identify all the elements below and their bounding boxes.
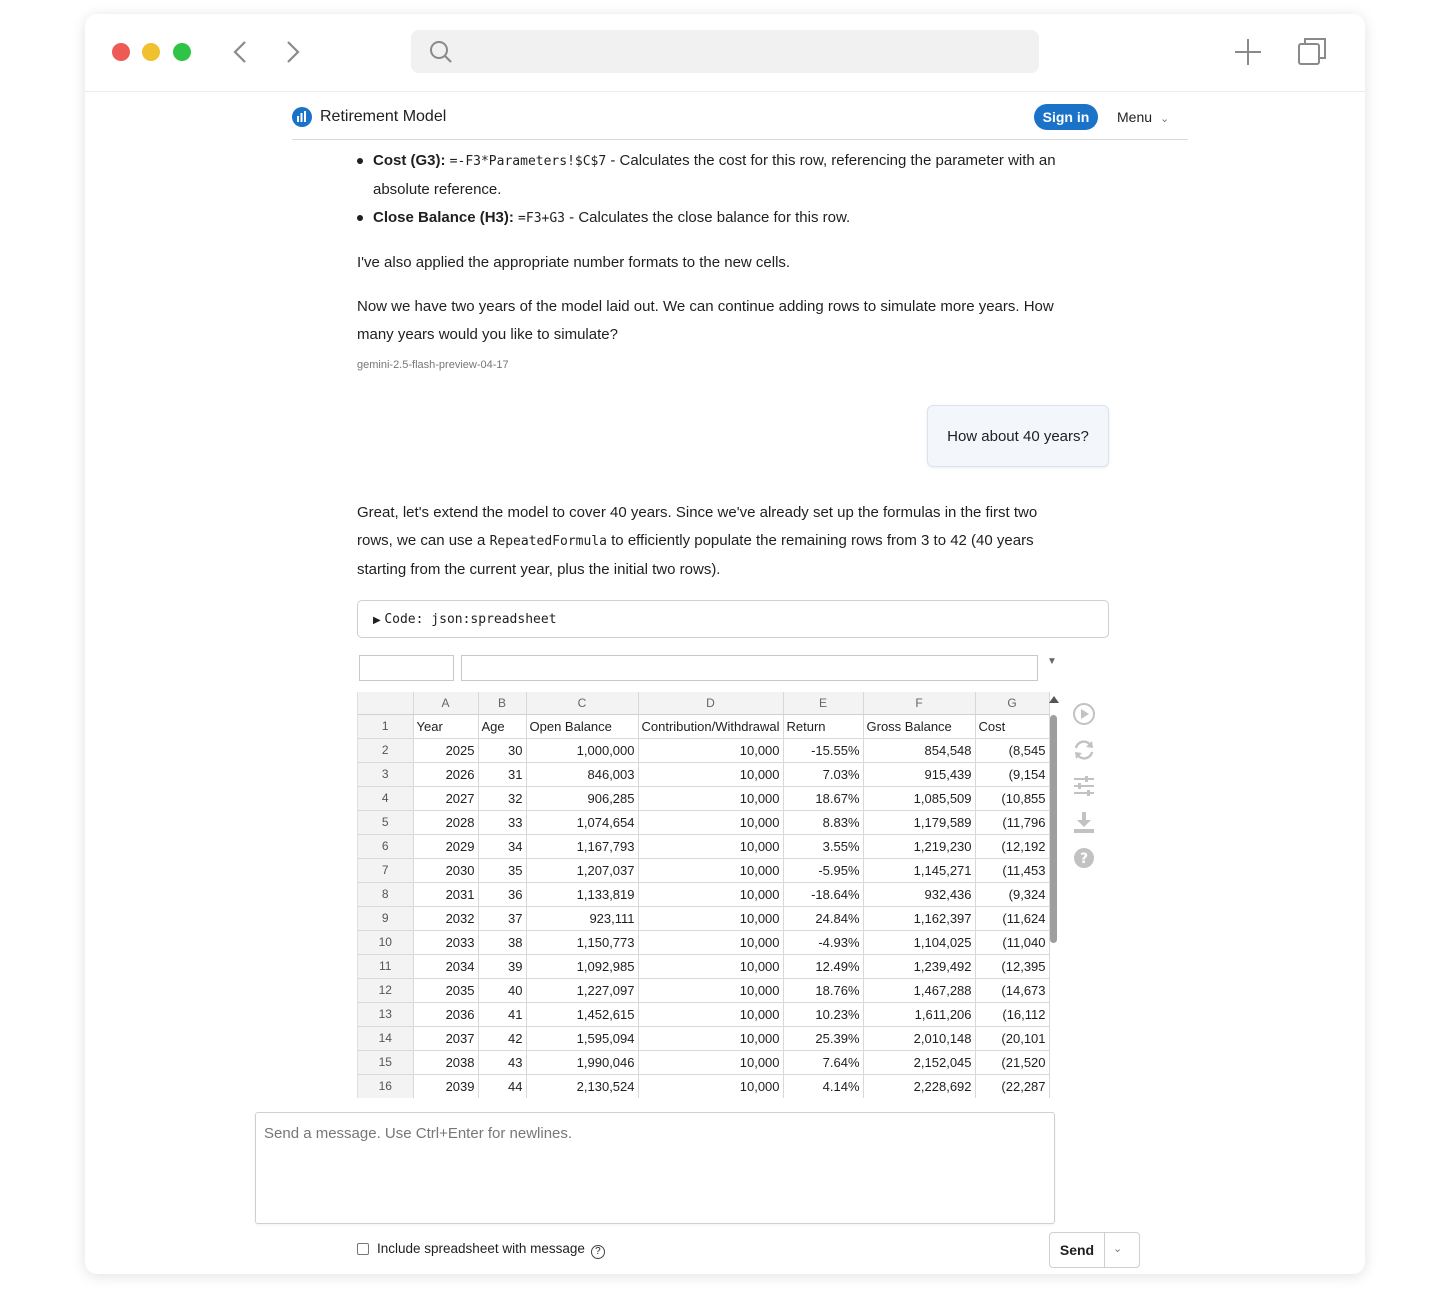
- sheet-cell[interactable]: 2039: [413, 1074, 478, 1098]
- list-item-text: - Calculates the cost for this row, referencing the parameter with an: [606, 152, 1056, 169]
- inline-code: RepeatedFormula: [489, 534, 607, 549]
- sheet-cell[interactable]: 25.39%: [783, 1026, 863, 1050]
- sheet-cell[interactable]: 10,000: [638, 954, 783, 978]
- column-header-e[interactable]: E: [783, 692, 863, 714]
- menu-label: Menu: [1117, 109, 1153, 125]
- sign-in-button[interactable]: Sign in: [1034, 104, 1098, 130]
- sheet-cell[interactable]: (22,287: [975, 1074, 1049, 1098]
- assistant-paragraph: [357, 527, 1117, 557]
- assistant-paragraph: Now we have two years of the model laid out. We can continue adding rows to simulate more years. How: [357, 298, 1054, 315]
- scrollbar-thumb[interactable]: [1050, 715, 1057, 943]
- formula-bar[interactable]: [461, 655, 1038, 681]
- row-header[interactable]: 7: [358, 858, 413, 882]
- sheet-cell[interactable]: 10,000: [638, 810, 783, 834]
- assistant-paragraph: I've also applied the appropriate number formats to the new cells.: [357, 254, 791, 271]
- sheet-cell[interactable]: 10,000: [638, 858, 783, 882]
- sheet-cell[interactable]: 41: [478, 1002, 526, 1026]
- table-row: [358, 882, 1049, 906]
- sheet-cell[interactable]: 1,092,985: [526, 954, 638, 978]
- spreadsheet-table: [358, 692, 1050, 1098]
- sheet-cell[interactable]: (20,101: [975, 1026, 1049, 1050]
- include-spreadsheet-row: [357, 1241, 605, 1259]
- user-message-bubble: How about 40 years?: [927, 405, 1109, 467]
- sheet-cell[interactable]: 42: [478, 1026, 526, 1050]
- sheet-cell[interactable]: 7.64%: [783, 1050, 863, 1074]
- download-icon[interactable]: [1072, 810, 1096, 834]
- row-header[interactable]: 14: [358, 1026, 413, 1050]
- sheet-cell[interactable]: 1,000,000: [526, 738, 638, 762]
- close-window-button[interactable]: [112, 43, 130, 61]
- column-header-d[interactable]: D: [638, 692, 783, 714]
- sheet-cell[interactable]: (16,112: [975, 1002, 1049, 1026]
- sheet-cell[interactable]: 2035: [413, 978, 478, 1002]
- maximize-window-button[interactable]: [173, 43, 191, 61]
- sheet-cell[interactable]: (11,040: [975, 930, 1049, 954]
- table-row: [358, 810, 1049, 834]
- sheet-cell[interactable]: Year: [413, 714, 478, 738]
- sheet-cell[interactable]: 2034: [413, 954, 478, 978]
- sheet-cell[interactable]: 34: [478, 834, 526, 858]
- sheet-cell[interactable]: 31: [478, 762, 526, 786]
- sheet-cell[interactable]: 10,000: [638, 930, 783, 954]
- row-header[interactable]: 8: [358, 882, 413, 906]
- sheet-cell[interactable]: 1,133,819: [526, 882, 638, 906]
- sheet-cell[interactable]: (9,154: [975, 762, 1049, 786]
- row-header[interactable]: 16: [358, 1074, 413, 1098]
- sheet-cell[interactable]: Cost: [975, 714, 1049, 738]
- sheet-cell[interactable]: 2027: [413, 786, 478, 810]
- chevron-down-icon: ⌄: [1160, 113, 1170, 125]
- column-header-b[interactable]: B: [478, 692, 526, 714]
- table-row: [358, 834, 1049, 858]
- sheet-cell[interactable]: 10,000: [638, 882, 783, 906]
- sliders-icon[interactable]: [1072, 774, 1096, 798]
- sheet-cell[interactable]: (10,855: [975, 786, 1049, 810]
- app-title: Retirement Model: [320, 108, 447, 125]
- sheet-cell[interactable]: 35: [478, 858, 526, 882]
- table-row: [358, 858, 1049, 882]
- menu-button[interactable]: [1117, 109, 1169, 125]
- sheet-cell[interactable]: (11,453: [975, 858, 1049, 882]
- formula-dropdown-icon[interactable]: ▼: [1047, 656, 1057, 667]
- sheet-cell[interactable]: 10,000: [638, 906, 783, 930]
- sheet-cell[interactable]: 1,074,654: [526, 810, 638, 834]
- sheet-cell[interactable]: 10,000: [638, 1002, 783, 1026]
- cell-name-box[interactable]: [359, 655, 454, 681]
- sheet-cell[interactable]: 36: [478, 882, 526, 906]
- app-header: [292, 96, 1188, 140]
- model-tag: gemini-2.5-flash-preview-04-17: [357, 359, 509, 371]
- sheet-cell[interactable]: (11,624: [975, 906, 1049, 930]
- sheet-cell[interactable]: 1,467,288: [863, 978, 975, 1002]
- sheet-cell[interactable]: 2,130,524: [526, 1074, 638, 1098]
- sheet-cell[interactable]: 2,010,148: [863, 1026, 975, 1050]
- play-circle-icon[interactable]: [1072, 702, 1096, 726]
- sheet-cell[interactable]: Return: [783, 714, 863, 738]
- sheet-cell[interactable]: 1,452,615: [526, 1002, 638, 1026]
- sheet-cell[interactable]: 1,239,492: [863, 954, 975, 978]
- sheet-cell[interactable]: 2028: [413, 810, 478, 834]
- search-icon: [429, 40, 453, 64]
- tabs-overview-icon[interactable]: [1295, 34, 1331, 70]
- table-row: [358, 978, 1049, 1002]
- sheet-cell[interactable]: 854,548: [863, 738, 975, 762]
- sheet-cell[interactable]: 1,611,206: [863, 1002, 975, 1026]
- table-row: [358, 954, 1049, 978]
- sheet-cell[interactable]: 2029: [413, 834, 478, 858]
- triangle-right-icon: ▶: [373, 615, 381, 626]
- sheet-cell[interactable]: 2,152,045: [863, 1050, 975, 1074]
- sheet-cell[interactable]: 10,000: [638, 1050, 783, 1074]
- browser-chrome: [85, 14, 1365, 92]
- help-icon[interactable]: ?: [591, 1245, 605, 1259]
- row-header[interactable]: 10: [358, 930, 413, 954]
- list-item-wrap: absolute reference.: [373, 181, 502, 198]
- sheet-cell[interactable]: 923,111: [526, 906, 638, 930]
- row-header[interactable]: 2: [358, 738, 413, 762]
- sheet-cell[interactable]: 1,595,094: [526, 1026, 638, 1050]
- sheet-cell[interactable]: 2,228,692: [863, 1074, 975, 1098]
- svg-text:?: ?: [1079, 851, 1089, 867]
- assistant-paragraph: starting from the current year, plus the initial two rows).: [357, 561, 721, 578]
- row-header[interactable]: 4: [358, 786, 413, 810]
- code-block-toggle[interactable]: [357, 600, 1109, 638]
- code-block-label: Code: json:spreadsheet: [384, 612, 557, 627]
- sheet-cell[interactable]: (12,192: [975, 834, 1049, 858]
- list-item-text: - Calculates the close balance for this row.: [565, 209, 851, 226]
- column-header-c[interactable]: C: [526, 692, 638, 714]
- table-row: [358, 786, 1049, 810]
- sheet-cell[interactable]: 2036: [413, 1002, 478, 1026]
- sheet-cell[interactable]: -4.93%: [783, 930, 863, 954]
- table-row: [358, 762, 1049, 786]
- sheet-cell[interactable]: 30: [478, 738, 526, 762]
- assistant-paragraph: many years would you like to simulate?: [357, 326, 618, 343]
- table-row: [358, 930, 1049, 954]
- message-input[interactable]: [255, 1112, 1055, 1224]
- sheet-cell[interactable]: 1,207,037: [526, 858, 638, 882]
- sheet-cell[interactable]: Age: [478, 714, 526, 738]
- formula-row: [359, 655, 1059, 681]
- new-tab-plus-icon[interactable]: [1230, 34, 1266, 70]
- chart-logo-icon: [292, 107, 312, 127]
- sheet-cell[interactable]: 3.55%: [783, 834, 863, 858]
- sheet-cell[interactable]: -15.55%: [783, 738, 863, 762]
- sheet-cell[interactable]: 1,167,793: [526, 834, 638, 858]
- forward-arrow-icon[interactable]: [277, 36, 307, 68]
- sheet-cell[interactable]: (11,796: [975, 810, 1049, 834]
- sheet-cell[interactable]: (8,545: [975, 738, 1049, 762]
- list-item-code: =-F3*Parameters!$C$7: [449, 154, 607, 169]
- sheet-cell[interactable]: 2037: [413, 1026, 478, 1050]
- sheet-cell[interactable]: 44: [478, 1074, 526, 1098]
- spreadsheet-scrollbar[interactable]: [1046, 692, 1062, 1098]
- address-bar[interactable]: [411, 30, 1039, 73]
- sheet-cell[interactable]: 846,003: [526, 762, 638, 786]
- sheet-cell[interactable]: 10,000: [638, 834, 783, 858]
- sheet-cell[interactable]: 2032: [413, 906, 478, 930]
- table-row: [358, 1074, 1049, 1098]
- sheet-cell[interactable]: 10,000: [638, 978, 783, 1002]
- sheet-cell[interactable]: 2038: [413, 1050, 478, 1074]
- refresh-icon[interactable]: [1072, 738, 1096, 762]
- sheet-cell[interactable]: 18.67%: [783, 786, 863, 810]
- column-header-f[interactable]: F: [863, 692, 975, 714]
- row-header[interactable]: 13: [358, 1002, 413, 1026]
- sheet-cell[interactable]: 1,145,271: [863, 858, 975, 882]
- table-row: [358, 738, 1049, 762]
- send-button[interactable]: Send: [1050, 1233, 1105, 1267]
- sheet-cell[interactable]: 37: [478, 906, 526, 930]
- row-header[interactable]: 6: [358, 834, 413, 858]
- chevron-down-icon[interactable]: ⌄: [1113, 1243, 1123, 1255]
- include-spreadsheet-label[interactable]: Include spreadsheet with message: [377, 1241, 585, 1256]
- column-header-row: [358, 692, 1049, 714]
- row-header[interactable]: 9: [358, 906, 413, 930]
- row-header[interactable]: 15: [358, 1050, 413, 1074]
- sheet-cell[interactable]: 906,285: [526, 786, 638, 810]
- row-header[interactable]: 1: [358, 714, 413, 738]
- assistant-paragraph: Great, let's extend the model to cover 40 years. Since we've already set up the formulas in the first two: [357, 504, 1038, 521]
- sheet-cell[interactable]: -18.64%: [783, 882, 863, 906]
- sheet-cell[interactable]: 10,000: [638, 1026, 783, 1050]
- spreadsheet-grid[interactable]: [357, 692, 1063, 1098]
- sheet-cell[interactable]: 10,000: [638, 738, 783, 762]
- sheet-cell[interactable]: (14,673: [975, 978, 1049, 1002]
- table-row: [358, 714, 1049, 738]
- sheet-cell[interactable]: 39: [478, 954, 526, 978]
- table-row: [358, 906, 1049, 930]
- sheet-cell[interactable]: 1,179,589: [863, 810, 975, 834]
- sheet-cell[interactable]: 18.76%: [783, 978, 863, 1002]
- list-item: [357, 147, 1107, 177]
- sheet-cell[interactable]: 915,439: [863, 762, 975, 786]
- sheet-cell[interactable]: 24.84%: [783, 906, 863, 930]
- sheet-cell[interactable]: Open Balance: [526, 714, 638, 738]
- sheet-cell[interactable]: 2031: [413, 882, 478, 906]
- list-item-label: Close Balance (H3):: [373, 209, 514, 226]
- sheet-cell[interactable]: Gross Balance: [863, 714, 975, 738]
- sheet-cell[interactable]: 10,000: [638, 1074, 783, 1098]
- sheet-cell[interactable]: 4.14%: [783, 1074, 863, 1098]
- sheet-cell[interactable]: 8.83%: [783, 810, 863, 834]
- table-row: [358, 1050, 1049, 1074]
- list-item-code: =F3+G3: [518, 211, 566, 226]
- sheet-cell[interactable]: 2030: [413, 858, 478, 882]
- reply-text: to efficiently populate the remaining rows from 3 to 42 (40 years: [606, 532, 1034, 549]
- message-placeholder: Send a message. Use Ctrl+Enter for newlines.: [264, 1125, 573, 1142]
- sheet-cell[interactable]: 1,227,097: [526, 978, 638, 1002]
- minimize-window-button[interactable]: [142, 43, 160, 61]
- list-item-label: Cost (G3):: [373, 152, 446, 169]
- sheet-cell[interactable]: 932,436: [863, 882, 975, 906]
- scroll-up-arrow-icon[interactable]: [1049, 696, 1059, 703]
- row-header[interactable]: 3: [358, 762, 413, 786]
- sheet-cell[interactable]: 1,085,509: [863, 786, 975, 810]
- sheet-cell[interactable]: 1,150,773: [526, 930, 638, 954]
- sheet-cell[interactable]: 10,000: [638, 762, 783, 786]
- sheet-cell[interactable]: (21,520: [975, 1050, 1049, 1074]
- corner-cell[interactable]: [358, 692, 413, 714]
- column-header-a[interactable]: A: [413, 692, 478, 714]
- sheet-cell[interactable]: 38: [478, 930, 526, 954]
- sheet-cell[interactable]: 10,000: [638, 786, 783, 810]
- sheet-cell[interactable]: 33: [478, 810, 526, 834]
- column-header-g[interactable]: G: [975, 692, 1049, 714]
- table-row: [358, 1026, 1049, 1050]
- list-item: [357, 204, 1107, 234]
- sheet-cell[interactable]: 2026: [413, 762, 478, 786]
- sheet-cell[interactable]: 1,104,025: [863, 930, 975, 954]
- sheet-cell[interactable]: 7.03%: [783, 762, 863, 786]
- row-header[interactable]: 5: [358, 810, 413, 834]
- sheet-cell[interactable]: (9,324: [975, 882, 1049, 906]
- sheet-cell[interactable]: 1,990,046: [526, 1050, 638, 1074]
- sheet-cell[interactable]: 10.23%: [783, 1002, 863, 1026]
- spreadsheet-tools: [1072, 702, 1096, 882]
- sheet-cell[interactable]: (12,395: [975, 954, 1049, 978]
- sheet-cell[interactable]: 2025: [413, 738, 478, 762]
- sheet-cell[interactable]: 12.49%: [783, 954, 863, 978]
- sheet-cell[interactable]: 32: [478, 786, 526, 810]
- send-button-group: [1049, 1232, 1140, 1268]
- reply-text: rows, we can use a: [357, 532, 490, 549]
- sheet-cell[interactable]: 43: [478, 1050, 526, 1074]
- sheet-cell[interactable]: 40: [478, 978, 526, 1002]
- help-circle-icon[interactable]: [1072, 846, 1096, 870]
- include-spreadsheet-checkbox[interactable]: [357, 1243, 369, 1255]
- table-row: [358, 1002, 1049, 1026]
- sheet-cell[interactable]: 2033: [413, 930, 478, 954]
- sheet-cell[interactable]: -5.95%: [783, 858, 863, 882]
- sheet-cell[interactable]: Contribution/Withdrawal: [638, 714, 783, 738]
- sheet-cell[interactable]: 1,219,230: [863, 834, 975, 858]
- row-header[interactable]: 11: [358, 954, 413, 978]
- back-arrow-icon[interactable]: [226, 36, 256, 68]
- sheet-cell[interactable]: 1,162,397: [863, 906, 975, 930]
- row-header[interactable]: 12: [358, 978, 413, 1002]
